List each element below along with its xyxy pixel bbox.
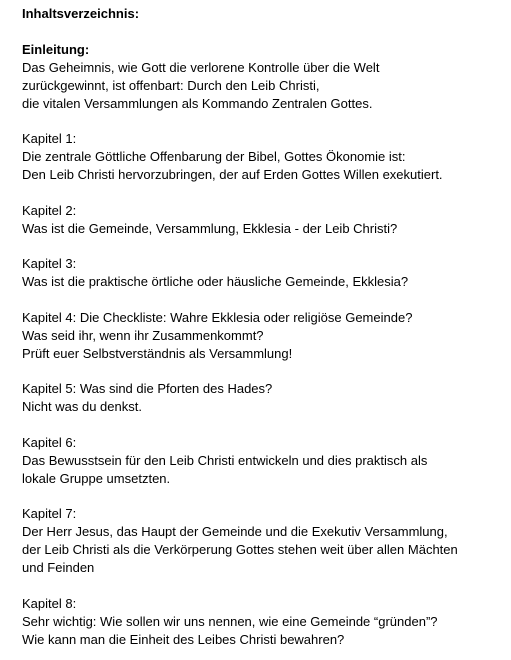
spacer <box>22 577 502 595</box>
spacer <box>22 488 502 506</box>
section-line: zurückgewinnt, ist offenbart: Durch den Leib Christi, <box>22 77 320 93</box>
section-line: Was seid ihr, wenn ihr Zusammenkommt? <box>22 327 264 343</box>
section-title: Kapitel 2: <box>22 202 77 218</box>
section-line: Was ist die Gemeinde, Versammlung, Ekklesia - der Leib Christi? <box>22 220 398 236</box>
section-title: Kapitel 5: Was sind die Pforten des Hades? <box>22 381 273 396</box>
toc-section-kapitel-2 <box>22 202 502 238</box>
section-title: Einleitung: <box>22 41 90 57</box>
section-title: Kapitel 8: <box>22 595 77 611</box>
spacer <box>22 291 502 309</box>
toc-section-kapitel-3 <box>22 255 502 291</box>
section-line: Das Bewusstsein für den Leib Christi entwickeln und dies praktisch als <box>22 452 428 468</box>
spacer <box>22 363 502 381</box>
section-title: Kapitel 7: <box>22 506 77 521</box>
toc-section-einleitung <box>22 41 502 113</box>
toc-section-kapitel-5 <box>22 380 502 416</box>
section-title: Kapitel 1: <box>22 131 77 146</box>
section-line: und Feinden <box>22 560 95 575</box>
document-page <box>22 5 502 649</box>
toc-section-kapitel-1 <box>22 130 502 184</box>
section-line: Den Leib Christi hervorzubringen, der auf Erden Gottes Willen exekutiert. <box>22 167 443 182</box>
section-line: die vitalen Versammlungen als Kommando Zentralen Gottes. <box>22 95 373 111</box>
toc-section-kapitel-8 <box>22 595 502 649</box>
toc-section-kapitel-4 <box>22 309 502 363</box>
section-line: Das Geheimnis, wie Gott die verlorene Kontrolle über die Welt <box>22 59 380 75</box>
section-title: Kapitel 3: <box>22 256 77 271</box>
section-line: Prüft euer Selbstverständnis als Versammlung! <box>22 345 293 361</box>
section-line: Nicht was du denkst. <box>22 399 142 414</box>
section-line: Wie kann man die Einheit des Leibes Christi bewahren? <box>22 631 345 647</box>
toc-heading: Inhaltsverzeichnis: <box>22 6 140 21</box>
spacer <box>22 238 502 256</box>
section-line: lokale Gruppe umsetzten. <box>22 470 171 486</box>
spacer <box>22 184 502 202</box>
section-line: der Leib Christi als die Verkörperung Gottes stehen weit über allen Mächten <box>22 542 458 557</box>
section-line: Die zentrale Göttliche Offenbarung der Bibel, Gottes Ökonomie ist: <box>22 149 406 164</box>
toc-section-kapitel-6 <box>22 434 502 488</box>
spacer <box>22 23 502 41</box>
section-line: Der Herr Jesus, das Haupt der Gemeinde und die Exekutiv Versammlung, <box>22 524 448 539</box>
section-title: Kapitel 6: <box>22 434 77 450</box>
section-line: Was ist die praktische örtliche oder häusliche Gemeinde, Ekklesia? <box>22 274 409 289</box>
section-title: Kapitel 4: Die Checkliste: Wahre Ekklesia oder religiöse Gemeinde? <box>22 309 413 325</box>
toc-section-kapitel-7 <box>22 505 502 577</box>
spacer <box>22 113 502 131</box>
section-line: Sehr wichtig: Wie sollen wir uns nennen, wie eine Gemeinde “gründen”? <box>22 613 438 629</box>
spacer <box>22 416 502 434</box>
